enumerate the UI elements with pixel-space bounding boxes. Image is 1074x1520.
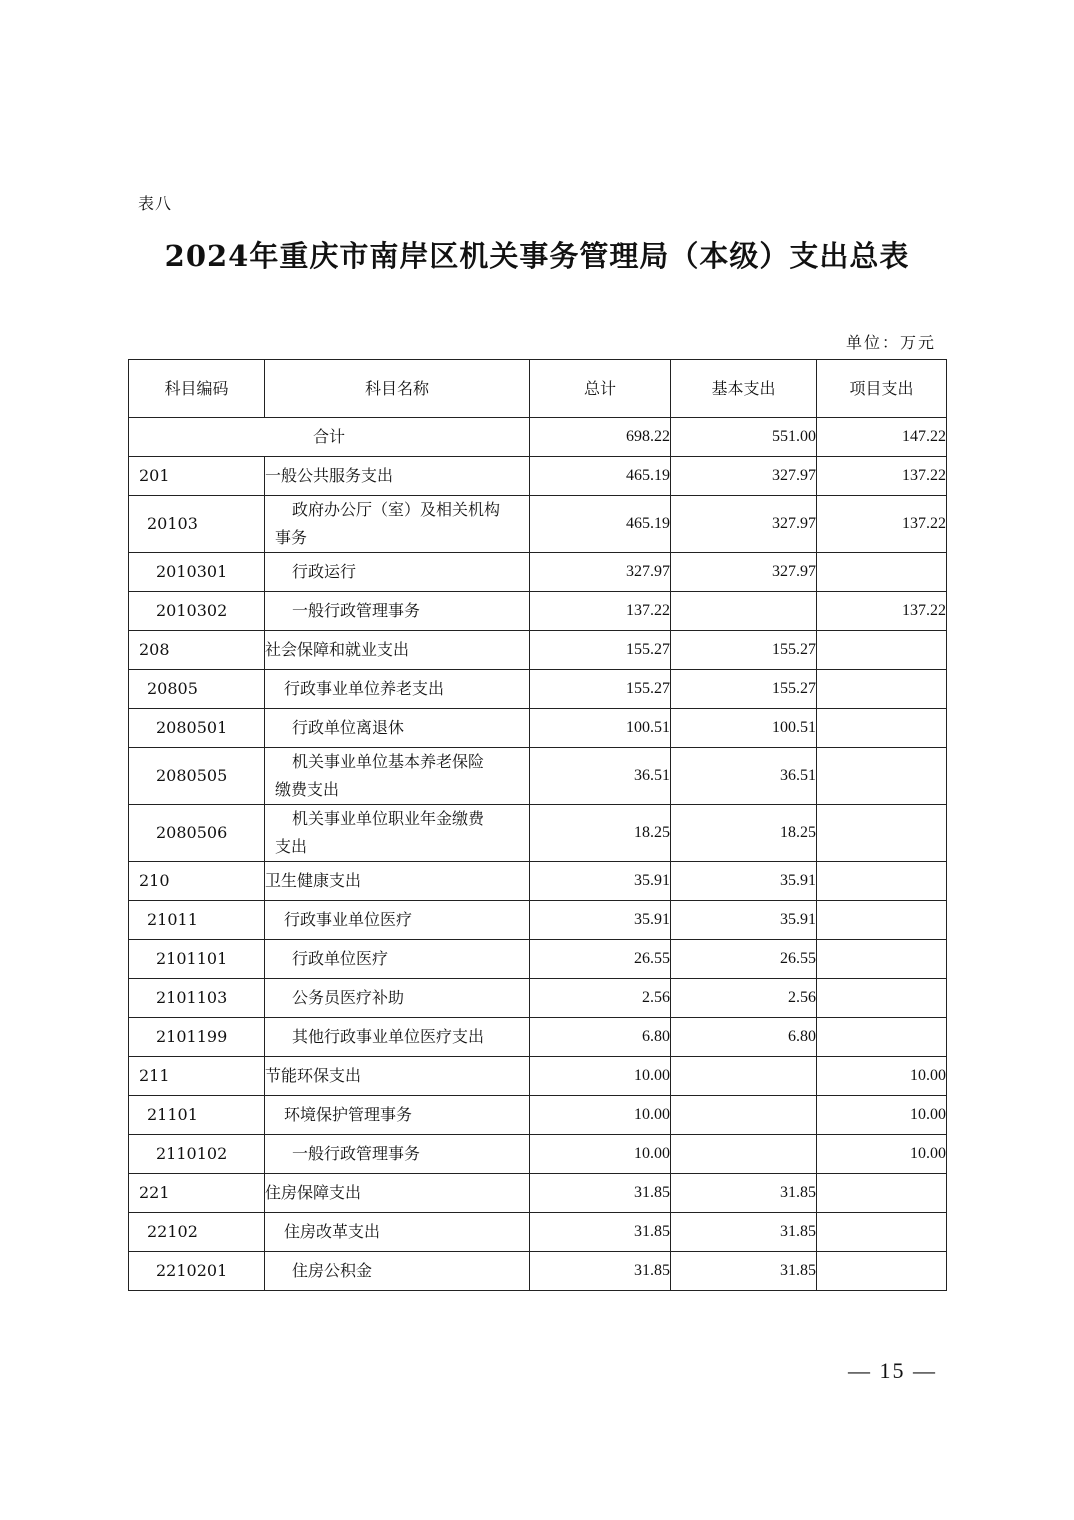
row-basic: 35.91 [671,901,817,940]
row-total: 18.25 [530,805,671,862]
row-code: 2101199 [129,1018,265,1057]
row-code: 211 [129,1057,265,1096]
row-name: 住房改革支出 [265,1213,530,1252]
row-name-line1: 政府办公厅（室）及相关机构 [292,500,501,519]
expenditure-table [128,359,947,1291]
row-basic: 100.51 [671,709,817,748]
row-name-line1: 机关事业单位职业年金缴费 [292,809,485,828]
row-code: 2080506 [129,805,265,862]
unit-label: 单位：万元 [846,333,937,352]
row-basic: 327.97 [671,496,817,553]
row-total: 26.55 [530,940,671,979]
row-name: 行政事业单位养老支出 [265,670,530,709]
row-name: 一般行政管理事务 [265,592,530,631]
row-total: 465.19 [530,496,671,553]
row-project [817,748,947,805]
row-name: 行政单位离退休 [265,709,530,748]
table-row [129,1252,947,1291]
table-row [129,592,947,631]
row-basic: 155.27 [671,631,817,670]
row-name [265,496,530,553]
row-project [817,979,947,1018]
header-name: 科目名称 [265,360,530,418]
row-project [817,1018,947,1057]
row-basic: 327.97 [671,553,817,592]
row-total: 31.85 [530,1174,671,1213]
row-total: 10.00 [530,1057,671,1096]
row-basic: 18.25 [671,805,817,862]
row-code: 2010302 [129,592,265,631]
total-basic: 551.00 [671,418,817,457]
row-project [817,553,947,592]
row-basic: 35.91 [671,862,817,901]
row-total: 155.27 [530,631,671,670]
row-basic: 36.51 [671,748,817,805]
row-project [817,709,947,748]
row-basic: 155.27 [671,670,817,709]
row-basic [671,592,817,631]
row-code: 2010301 [129,553,265,592]
row-total: 35.91 [530,901,671,940]
header-project: 项目支出 [817,360,947,418]
row-name [265,805,530,862]
table-row [129,862,947,901]
row-project: 137.22 [817,496,947,553]
row-project: 10.00 [817,1096,947,1135]
table-row [129,631,947,670]
row-name: 社会保障和就业支出 [265,631,530,670]
row-basic: 26.55 [671,940,817,979]
row-project [817,670,947,709]
page-number: — 15 — [848,1358,937,1383]
row-code: 20805 [129,670,265,709]
row-name: 节能环保支出 [265,1057,530,1096]
row-basic: 31.85 [671,1174,817,1213]
row-total: 465.19 [530,457,671,496]
row-name: 一般行政管理事务 [265,1135,530,1174]
row-name-line2: 支出 [275,837,308,856]
row-basic: 31.85 [671,1213,817,1252]
row-name-line1: 机关事业单位基本养老保险 [292,752,485,771]
row-code: 21101 [129,1096,265,1135]
row-project: 137.22 [817,592,947,631]
row-project [817,940,947,979]
row-project [817,631,947,670]
table-row [129,496,947,553]
row-project: 10.00 [817,1135,947,1174]
row-total: 155.27 [530,670,671,709]
table-row [129,670,947,709]
row-code: 22102 [129,1213,265,1252]
table-row [129,979,947,1018]
row-code: 201 [129,457,265,496]
row-code: 2080505 [129,748,265,805]
row-code: 221 [129,1174,265,1213]
row-basic [671,1096,817,1135]
row-name: 环境保护管理事务 [265,1096,530,1135]
row-total: 10.00 [530,1096,671,1135]
row-name-line2: 缴费支出 [275,780,340,799]
row-total: 100.51 [530,709,671,748]
row-code: 208 [129,631,265,670]
row-total: 35.91 [530,862,671,901]
table-row [129,1018,947,1057]
table-row [129,1096,947,1135]
row-total: 2.56 [530,979,671,1018]
table-row [129,901,947,940]
row-name: 公务员医疗补助 [265,979,530,1018]
table-row [129,1057,947,1096]
row-project [817,1213,947,1252]
row-basic [671,1057,817,1096]
row-project: 137.22 [817,457,947,496]
row-code: 2101101 [129,940,265,979]
table-header-row [129,360,947,418]
table-row [129,940,947,979]
row-name: 其他行政事业单位医疗支出 [265,1018,530,1057]
row-name-line2: 事务 [275,528,308,547]
row-total: 31.85 [530,1252,671,1291]
table-row [129,709,947,748]
row-code: 2101103 [129,979,265,1018]
table-row [129,553,947,592]
row-project [817,901,947,940]
table-row [129,457,947,496]
row-name [265,748,530,805]
row-code: 2210201 [129,1252,265,1291]
row-total: 6.80 [530,1018,671,1057]
header-basic: 基本支出 [671,360,817,418]
row-total: 137.22 [530,592,671,631]
page-title: 2024年重庆市南岸区机关事务管理局（本级）支出总表 [164,239,910,273]
row-project [817,1252,947,1291]
row-code: 20103 [129,496,265,553]
row-project: 10.00 [817,1057,947,1096]
row-basic: 6.80 [671,1018,817,1057]
row-total: 327.97 [530,553,671,592]
row-basic: 2.56 [671,979,817,1018]
row-basic [671,1135,817,1174]
row-code: 210 [129,862,265,901]
row-name: 行政事业单位医疗 [265,901,530,940]
row-total: 10.00 [530,1135,671,1174]
total-total: 698.22 [530,418,671,457]
row-name: 住房公积金 [265,1252,530,1291]
table-label: 表八 [138,194,173,213]
table-row [129,805,947,862]
row-total: 36.51 [530,748,671,805]
row-name: 一般公共服务支出 [265,457,530,496]
table-row [129,1135,947,1174]
row-total: 31.85 [530,1213,671,1252]
header-code: 科目编码 [129,360,265,418]
table-row [129,748,947,805]
row-code: 2110102 [129,1135,265,1174]
total-label: 合计 [129,418,530,457]
table-row [129,1213,947,1252]
total-project: 147.22 [817,418,947,457]
row-basic: 31.85 [671,1252,817,1291]
row-project [817,862,947,901]
row-name: 行政运行 [265,553,530,592]
table-row [129,1174,947,1213]
total-row [129,418,947,457]
row-name: 行政单位医疗 [265,940,530,979]
row-code: 21011 [129,901,265,940]
header-total: 总计 [530,360,671,418]
row-name: 住房保障支出 [265,1174,530,1213]
row-code: 2080501 [129,709,265,748]
row-project [817,1174,947,1213]
row-project [817,805,947,862]
row-name: 卫生健康支出 [265,862,530,901]
row-basic: 327.97 [671,457,817,496]
